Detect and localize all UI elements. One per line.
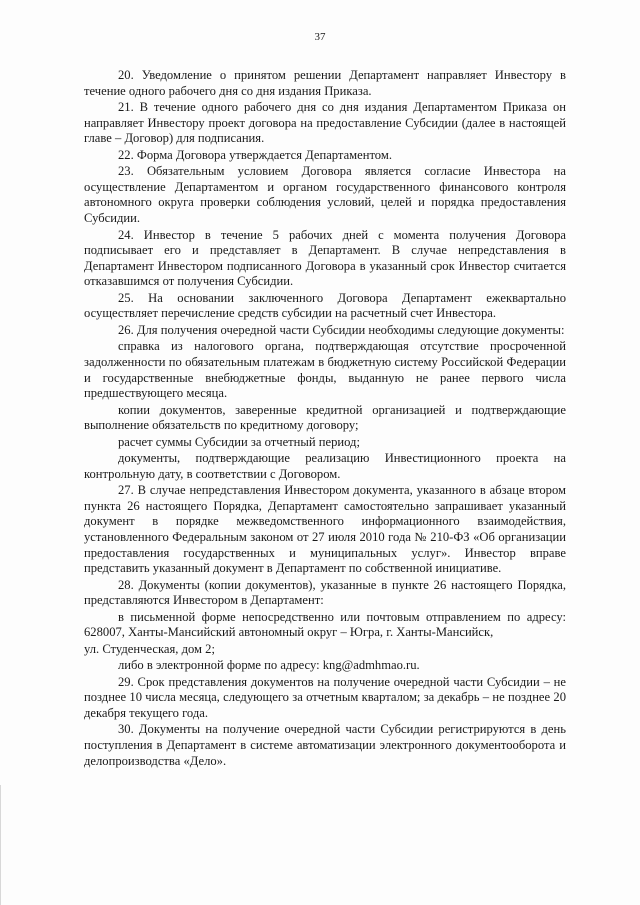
page-number: 37 xyxy=(314,31,326,43)
paragraph-28: 28. Документы (копии документов), указанные в пункте 26 настоящего Порядка, представляются Инвестором в Департамент: xyxy=(84,577,566,608)
paragraph-25: 25. На основании заключенного Договора Департамент ежеквартально осуществляет перечисление средств субсидии на расчетный счет Инвестора. xyxy=(84,290,566,321)
scan-edge-line xyxy=(0,785,9,905)
paragraph-30: 30. Документы на получение очередной части Субсидии регистрируются в день поступления в Департамент в системе автоматизации электронного документооборота и делопроизводства «Дело». xyxy=(84,722,566,768)
paragraph-22: 22. Форма Договора утверждается Департаментом. xyxy=(118,147,392,162)
paragraph-23: 23. Обязательным условием Договора является согласие Инвестора на осуществление Департаментом и органом государственного финансового контроля автономного округа проверки соблюдения условий, целей и порядка предоставления Субсидии. xyxy=(84,164,566,226)
paragraph-27: 27. В случае непредставления Инвестором документа, указанного в абзаце втором пункта 26 настоящего Порядка, Департамент самостоятельно запрашивает указанный документ в порядке межведомственного информационного взаимодействия, установленного Федеральным законом от 27 июля 2010 года № 210-ФЗ «Об организации предоставления государственных и муниципальных услуг». Инвестор вправе представить указанный документ в Департамент по собственной инициативе. xyxy=(84,483,566,576)
paragraph-29: 29. Срок представления документов на получение очередной части Субсидии – не позднее 10 числа месяца, следующего за отчетным кварталом; за декабрь – не позднее 20 декабря текущего года. xyxy=(84,674,566,720)
paragraph-20: 20. Уведомление о принятом решении Департамент направляет Инвестору в течение одного рабочего дня со дня издания Приказа. xyxy=(84,68,566,98)
paragraph-26-item-tax-certificate: справка из налогового органа, подтверждающая отсутствие просроченной задолженности по обязательным платежам в бюджетную систему Российской Федерации и государственные внебюджетные фонды, выданную не ранее первого числа предшествующего месяца. xyxy=(84,339,566,401)
paragraph-24: 24. Инвестор в течение 5 рабочих дней с момента получения Договора подписывает его и представляет в Департамент. В случае непредставления в Департамент Инвестором подписанного Договора в указанный срок Инвестор считается отказавшимся от получения Субсидии. xyxy=(84,227,566,289)
paragraph-26-item-subsidy-calculation: расчет суммы Субсидии за отчетный период; xyxy=(118,434,360,449)
paragraph-28-street-address: ул. Студенческая, дом 2; xyxy=(84,641,215,656)
paragraph-26: 26. Для получения очередной части Субсидии необходимы следующие документы: xyxy=(118,322,565,337)
paragraph-26-item-credit-documents: копии документов, заверенные кредитной организацией и подтверждающие выполнение обязательств по кредитному договору; xyxy=(84,402,566,433)
paragraph-21: 21. В течение одного рабочего дня со дня издания Департаментом Приказа он направляет Инвестору проект договора на предоставление Субсидии (далее в настоящей главе – Договор) для подписания. xyxy=(84,100,566,146)
document-body xyxy=(84,68,566,769)
paragraph-28-postal-address: в письменной форме непосредственно или почтовым отправлением по адресу: 628007, Ханты-Мансийский автономный округ – Югра, г. Ханты-Мансийск, xyxy=(84,609,566,640)
paragraph-26-item-project-documents: документы, подтверждающие реализацию Инвестиционного проекта на контрольную дату, в соответствии с Договором. xyxy=(84,451,566,481)
paragraph-28-email-address: либо в электронной форме по адресу: kng@admhmao.ru. xyxy=(118,658,420,673)
